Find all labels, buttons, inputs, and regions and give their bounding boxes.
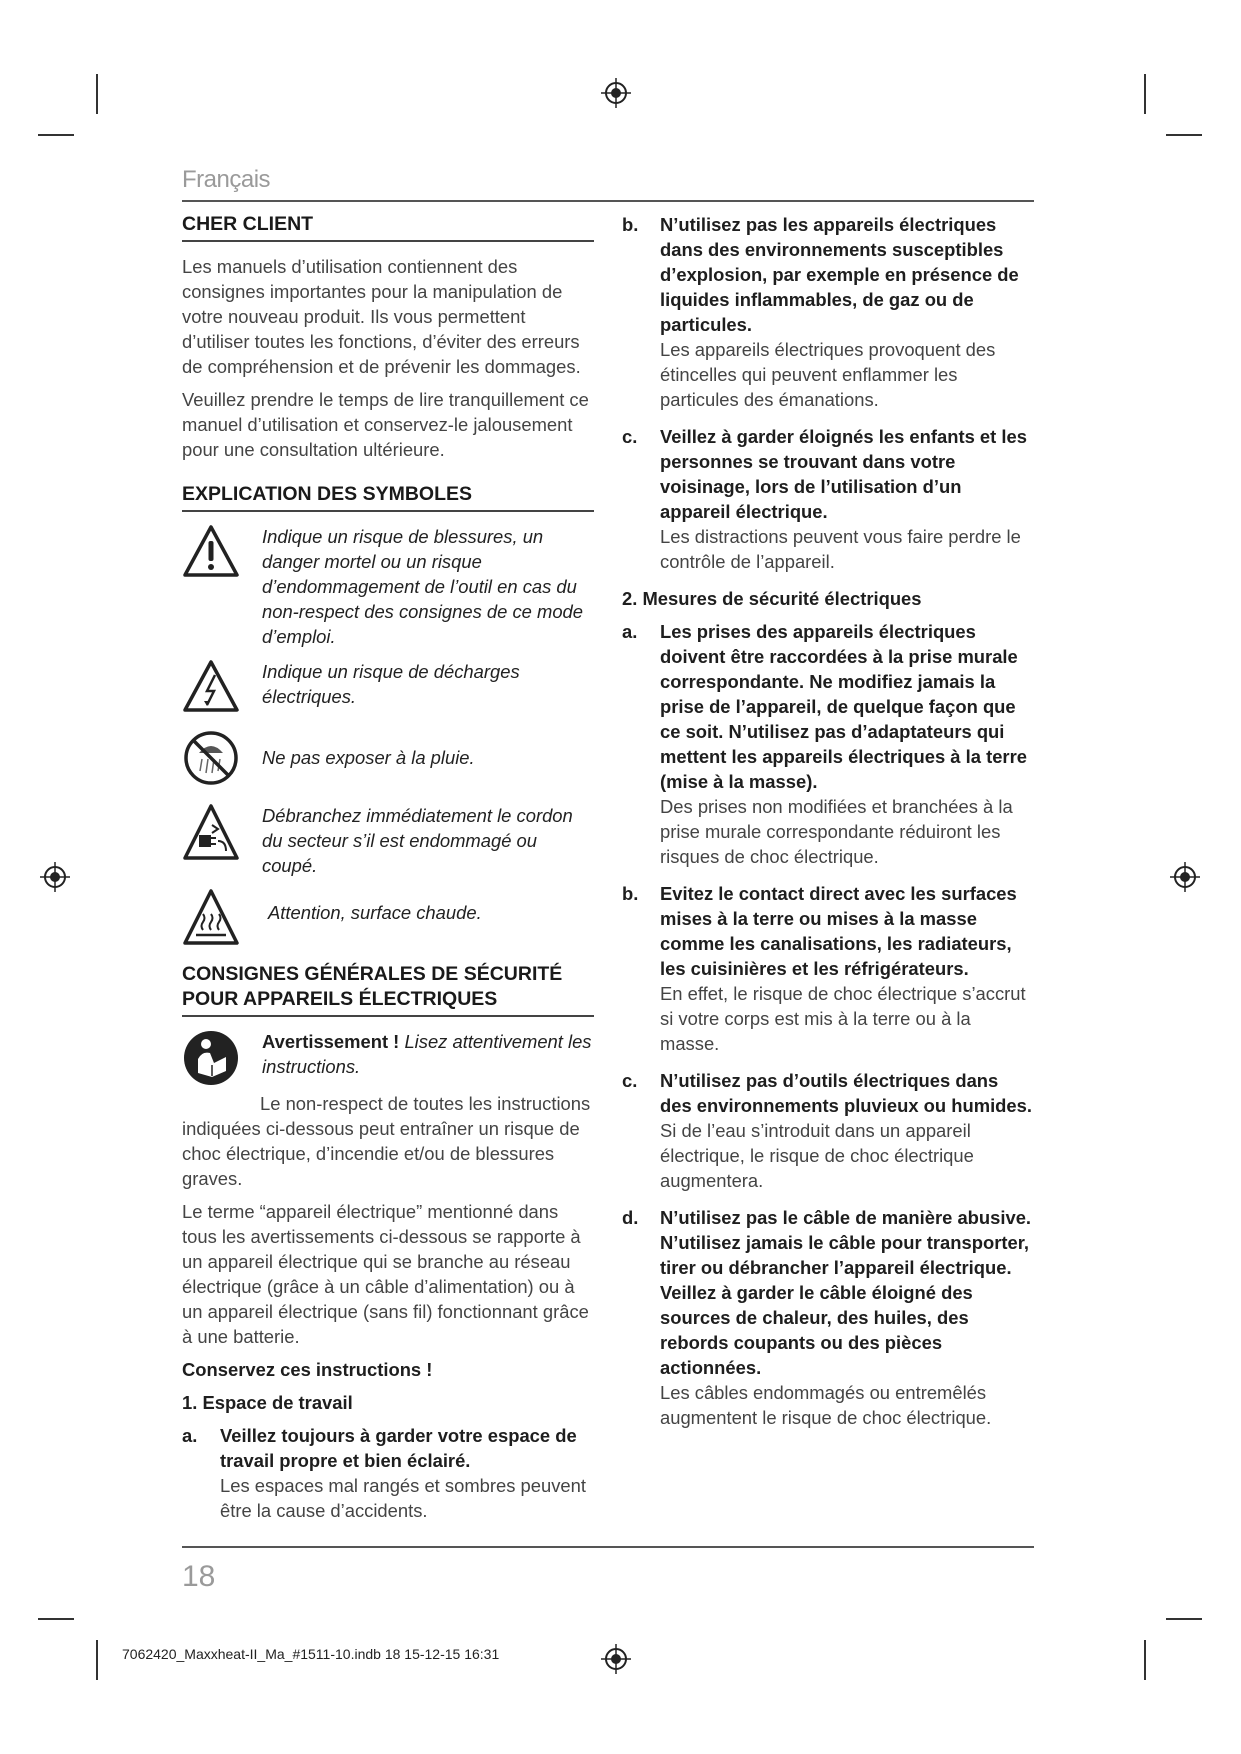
item-body: Les espaces mal rangés et sombres peuvent être la cause d’accidents. bbox=[220, 1475, 586, 1521]
list-item bbox=[622, 1205, 1034, 1430]
symbol-row bbox=[182, 729, 594, 793]
paragraph: Le non-respect de toutes les instructions indiquées ci-dessous peut entraîner un risque de choc électrique, d’incendie et/ou de blessures graves. bbox=[182, 1093, 591, 1189]
footer-rule bbox=[182, 1546, 1034, 1548]
warning-text bbox=[262, 1029, 594, 1079]
crop-mark bbox=[38, 134, 74, 136]
header-rule bbox=[182, 200, 1034, 202]
list-item bbox=[622, 619, 1034, 869]
page-number: 18 bbox=[182, 1560, 216, 1593]
registration-mark-icon bbox=[40, 862, 70, 892]
item-label: a. bbox=[622, 621, 638, 642]
paragraph: Le terme “appareil électrique” mentionné dans tous les avertissements ci-dessous se rapporte à un appareil électrique qui se branche au réseau électrique (grâce à un câble d’alimentation) ou à un appareil électrique (sans fil) fonctionnant grâce à une batterie. bbox=[182, 1201, 589, 1347]
symbol-text: Débranchez immédiatement le cordon du secteur s’il est endommagé ou coupé. bbox=[262, 805, 573, 876]
section-heading: 1. Espace de travail bbox=[182, 1392, 353, 1413]
paragraph: Les manuels d’utilisation contiennent des consignes importantes pour la manipulation de votre nouveau produit. Ils vous permettent d’utiliser toutes les fonctions, d’éviter des erreurs de compréhension et de prévenir les dommages. bbox=[182, 256, 581, 377]
paragraph: Veuillez prendre le temps de lire tranquillement ce manuel d’utilisation et conservez-le jalousement pour une consultation ultérieure. bbox=[182, 389, 589, 460]
item-title: N’utilisez pas les appareils électriques dans des environnements susceptibles d’explosion, par exemple en présence de liquides inflammables, de gaz ou de particules. bbox=[660, 214, 1019, 335]
section-title: EXPLICATION DES SYMBOLES bbox=[182, 482, 594, 512]
item-label: c. bbox=[622, 426, 638, 447]
symbol-row bbox=[182, 803, 594, 878]
item-body: Les distractions peuvent vous faire perdre le contrôle de l’appareil. bbox=[660, 526, 1021, 572]
symbol-row bbox=[182, 524, 594, 649]
warning-bold: Avertissement ! bbox=[262, 1031, 400, 1052]
list-item bbox=[622, 881, 1034, 1056]
symbol-row bbox=[182, 888, 594, 952]
item-title: N’utilisez pas d’outils électriques dans des environnements pluvieux ou humides. bbox=[660, 1070, 1032, 1116]
crop-mark bbox=[1166, 1618, 1202, 1620]
registration-mark-icon bbox=[1170, 862, 1200, 892]
list-item bbox=[182, 1423, 594, 1523]
registration-mark-icon bbox=[601, 78, 631, 108]
no-rain-icon bbox=[182, 729, 240, 787]
item-body: Des prises non modifiées et branchées à la prise murale correspondante réduiront les risques de choc électrique. bbox=[660, 796, 1013, 867]
item-label: c. bbox=[622, 1070, 638, 1091]
crop-mark bbox=[1144, 74, 1146, 114]
registration-mark-icon bbox=[601, 1644, 631, 1674]
item-body: En effet, le risque de choc électrique s’accrut si votre corps est mis à la terre ou à la masse. bbox=[660, 983, 1026, 1054]
list-item bbox=[622, 212, 1034, 412]
warning-icon bbox=[182, 524, 240, 578]
crop-mark bbox=[38, 1618, 74, 1620]
left-column bbox=[182, 212, 594, 1527]
item-title: Evitez le contact direct avec les surfaces mises à la terre ou mises à la masse comme les canalisations, les radiateurs, les cuisinières et les réfrigérateurs. bbox=[660, 883, 1017, 979]
symbol-text: Indique un risque de blessures, un danger mortel ou un risque d’endommagement de l’outil en cas du non-respect des consignes de ce mode d’emploi. bbox=[262, 526, 584, 647]
right-column bbox=[622, 212, 1034, 1434]
item-title: Les prises des appareils électriques doivent être raccordées à la prise murale correspondante. Ne modifiez jamais la prise de l’appareil, de quelque façon que ce soit. N’utilisez pas d’adaptateurs qui mettent les appareils électriques à la terre (mise à la masse). bbox=[660, 621, 1027, 792]
list-item bbox=[622, 424, 1034, 574]
item-title: Veillez à garder éloignés les enfants et les personnes se trouvant dans votre voisinage, lors de l’utilisation d’un appareil électrique. bbox=[660, 426, 1027, 522]
list-item bbox=[622, 1068, 1034, 1193]
language-label: Français bbox=[182, 166, 271, 193]
unplug-icon bbox=[182, 803, 240, 861]
symbol-text: Ne pas exposer à la pluie. bbox=[262, 747, 475, 768]
item-body: Si de l’eau s’introduit dans un appareil électrique, le risque de choc électrique augmentera. bbox=[660, 1120, 974, 1191]
item-label: b. bbox=[622, 883, 639, 904]
symbol-text: Indique un risque de décharges électriques. bbox=[262, 661, 520, 707]
section-title: CONSIGNES GÉNÉRALES DE SÉCURITÉ POUR APPAREILS ÉLECTRIQUES bbox=[182, 962, 594, 1017]
symbol-text: Attention, surface chaude. bbox=[268, 902, 482, 923]
section-title: CHER CLIENT bbox=[182, 212, 594, 242]
read-manual-icon bbox=[182, 1029, 240, 1087]
item-label: b. bbox=[622, 214, 639, 235]
file-info: 7062420_Maxxheat-II_Ma_#1511-10.indb 18 15-12-15 16:31 bbox=[122, 1646, 500, 1662]
symbol-row bbox=[182, 659, 594, 719]
crop-mark bbox=[1166, 134, 1202, 136]
item-label: d. bbox=[622, 1207, 639, 1228]
electric-shock-icon bbox=[182, 659, 240, 713]
crop-mark bbox=[96, 1640, 98, 1680]
symbol-row bbox=[182, 1029, 594, 1093]
keep-instructions: Conservez ces instructions ! bbox=[182, 1359, 433, 1380]
item-body: Les câbles endommagés ou entremêlés augmentent le risque de choc électrique. bbox=[660, 1382, 992, 1428]
item-title: Veillez toujours à garder votre espace de travail propre et bien éclairé. bbox=[220, 1425, 577, 1471]
warning-italic: Lisez attentivement les instructions. bbox=[262, 1031, 592, 1077]
crop-mark bbox=[1144, 1640, 1146, 1680]
crop-mark bbox=[96, 74, 98, 114]
section-heading: 2. Mesures de sécurité électriques bbox=[622, 588, 922, 609]
hot-surface-icon bbox=[182, 888, 240, 946]
item-title: N’utilisez pas le câble de manière abusive. N’utilisez jamais le câble pour transporter, tirer ou débrancher l’appareil électrique. Veillez à garder le câble éloigné des sources de chaleur, des huiles, des rebords coupants ou des pièces actionnées. bbox=[660, 1207, 1032, 1378]
item-body: Les appareils électriques provoquent des étincelles qui peuvent enflammer les particules des émanations. bbox=[660, 339, 996, 410]
item-label: a. bbox=[182, 1425, 198, 1446]
